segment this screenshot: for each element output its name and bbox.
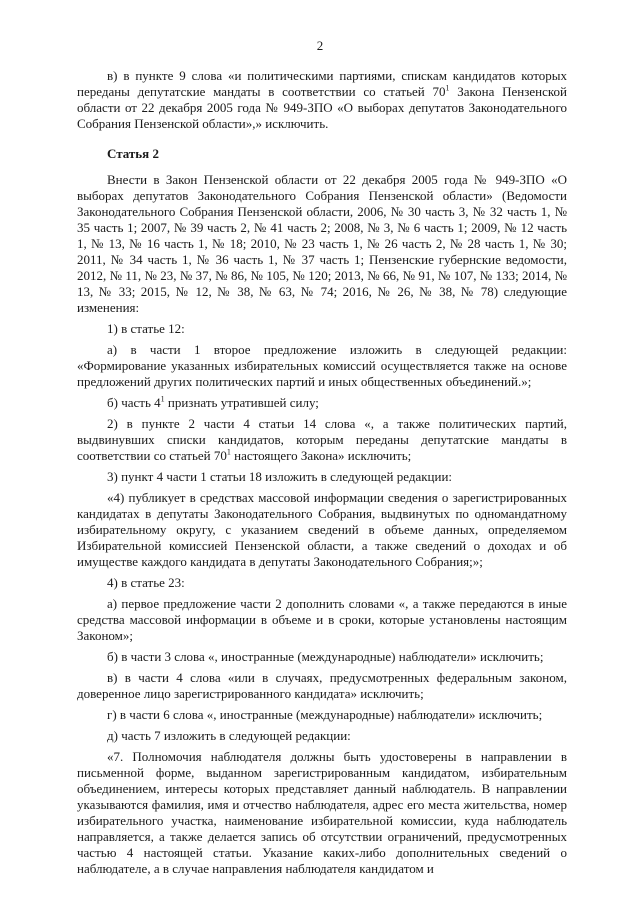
paragraph-item-1a: а) в части 1 второе предложение изложить в следующей редакции: «Формирование указанных избирательных комиссий осуществляется также на основе предложений других политических партий и иных общественных объединений.»;	[77, 342, 567, 389]
paragraph-item-3-text: «4) публикует в средствах массовой информации сведения о зарегистрированных кандидатах в депутаты Законодательного Собрания, выдвинутых по одномандатному избирательному округу, с указанием сведений в объеме данных, определяемом Избирательной комиссией Пензенской области, а также сведений о доходах и об имуществе каждого кандидата в депутаты Законодательного Собрания;»;	[77, 490, 567, 569]
paragraph-part-7: «7. Полномочия наблюдателя должны быть удостоверены в направлении в письменной форме, выданном зарегистрированным кандидатом, избирательным объединением, интересы которых представляет данный наблюдатель. В направлении указываются фамилия, имя и отчество наблюдателя, адрес его места жительства, номер избирательного участка, наименование избирательной комиссии, куда наблюдатель направляется, а также делается запись об отсутствии ограничений, предусмотренных частью 4 настоящей статьи. Указание каких-либо дополнительных сведений о наблюдателе, а в случае направления наблюдателя кандидатом и	[77, 749, 567, 876]
paragraph-amendment-v: в) в пункте 9 слова «и политическими партиями, спискам кандидатов которых переданы депутатские мандаты в соответствии со статьей $70^1$ Закона Пензенской области от 22 декабря 2005 года № 949-ЗПО «О выборах депутатов Законодательного Собрания Пензенской области»,» исключить.	[77, 68, 567, 131]
document-body	[77, 68, 567, 882]
paragraph-item-4a: а) первое предложение части 2 дополнить словами «, а также передаются в иные средства массовой информации в объеме и в сроки, которые установлены настоящим Законом»;	[77, 596, 567, 643]
paragraph-item-1: 1) в статье 12:	[107, 321, 185, 336]
page-number: 2	[316, 38, 324, 53]
paragraph-item-4v: в) в части 4 слова «или в случаях, предусмотренных федеральным законом, доверенное лицо зарегистрированного кандидата» исключить;	[77, 670, 567, 701]
paragraph-item-4: 4) в статье 23:	[107, 575, 185, 590]
paragraph-item-4d: д) часть 7 изложить в следующей редакции:	[107, 728, 351, 743]
paragraph-article2-intro: Внести в Закон Пензенской области от 22 декабря 2005 года № 949-ЗПО «О выборах депутатов Законодательного Собрания Пензенской области» (Ведомости Законодательного Собрания Пензенской области, 2006, № 30 часть 3, № 32 часть 1, № 35 часть 1; 2007, № 39 часть 2, № 41 часть 2; 2008, № 3, № 6 часть 1; 2009, № 12 часть 1, № 13, № 16 часть 1, № 18; 2010, № 23 часть 1, № 26 часть 2, № 28 часть 1, № 30; 2011, № 34 часть 1, № 36 часть 1, № 37 часть 1; Пензенские губернские ведомости, 2012, № 11, № 23, № 37, № 86, № 105, № 120; 2013, № 66, № 91, № 107, № 133; 2014, № 13, № 33; 2015, № 12, № 38, № 63, № 74; 2016, № 26, № 38, № 78) следующие изменения:	[77, 172, 567, 315]
article-heading: Статья 2	[107, 146, 159, 161]
paragraph-item-4g: г) в части 6 слова «, иностранные (международные) наблюдатели» исключить;	[107, 707, 543, 722]
paragraph-item-3: 3) пункт 4 части 1 статьи 18 изложить в следующей редакции:	[107, 469, 453, 484]
paragraph-item-2: 2) в пункте 2 части 4 статьи 14 слова «, а также политических партий, выдвинувших списки кандидатов, которым переданы депутатские мандаты в соответствии со статьей $70^1$ настоящего Закона» исключить;	[77, 416, 567, 463]
paragraph-item-4b: б) в части 3 слова «, иностранные (международные) наблюдатели» исключить;	[107, 649, 544, 664]
paragraph-item-1b: б) часть $4^1$ признать утратившей силу;	[107, 394, 319, 410]
